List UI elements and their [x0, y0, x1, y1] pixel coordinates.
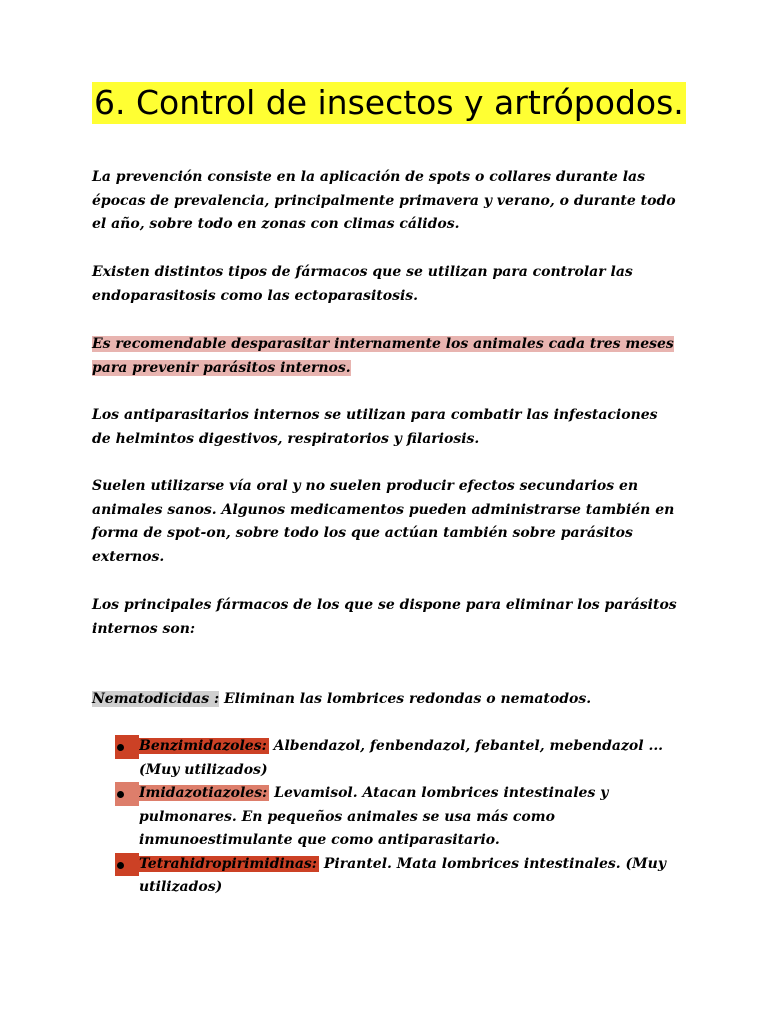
- list-item-text: Pirantel. Mata lombrices intestinales. (Muy utilizados): [139, 855, 666, 895]
- highlighted-recommendation: Es recomendable desparasitar internamente los animales cada tres meses para prevenir parásitos internos.: [92, 336, 674, 376]
- list-item-text: Levamisol. Atacan lombrices intestinales y pulmonares. En pequeños animales se usa más como inmunoestimulante que como antiparasitario.: [139, 785, 609, 848]
- drug-list: [115, 735, 675, 900]
- bullet-icon: [115, 735, 139, 759]
- list-item: [115, 782, 675, 853]
- list-item: [115, 735, 675, 782]
- list-item: [115, 853, 675, 900]
- paragraph-prevention: La prevención consiste en la aplicación de spots o collares durante las épocas de prevalencia, principalmente primavera y verano, o durante todo el año, sobre todo en zonas con climas cálidos.: [92, 169, 676, 232]
- bullet-icon: [115, 853, 139, 877]
- nematodicidas-term: Nematodicidas :: [92, 691, 220, 707]
- paragraph-recommendation: [92, 333, 677, 380]
- list-item-term: Tetrahidropirimidinas:: [139, 855, 317, 872]
- list-item-text: Albendazol, fenbendazol, febantel, mebendazol ... (Muy utilizados): [139, 738, 664, 778]
- paragraph-administration: Suelen utilizarse vía oral y no suelen producir efectos secundarios en animales sanos. Algunos medicamentos pueden administrarse también en forma de spot-on, sobre todo los que actúan también sobre parásitos externos.: [92, 478, 675, 565]
- nematodicidas-line: [92, 688, 677, 712]
- bullet-icon: [115, 782, 139, 806]
- paragraph-internal-antiparasitics: Los antiparasitarios internos se utilizan para combatir las infestaciones de helmintos digestivos, respiratorios y filariosis.: [92, 407, 658, 447]
- list-item-term: Benzimidazoles:: [139, 738, 267, 754]
- list-item-term: Imidazotiazoles:: [139, 785, 268, 801]
- paragraph-drug-types: Existen distintos tipos de fármacos que se utilizan para controlar las endoparasitosis como las ectoparasitosis.: [92, 264, 633, 304]
- nematodicidas-description: Eliminan las lombrices redondas o nematodos.: [219, 691, 592, 707]
- paragraph-main-drugs: Los principales fármacos de los que se dispone para eliminar los parásitos internos son:: [92, 597, 677, 637]
- page-title: 6. Control de insectos y artrópodos.: [94, 83, 684, 122]
